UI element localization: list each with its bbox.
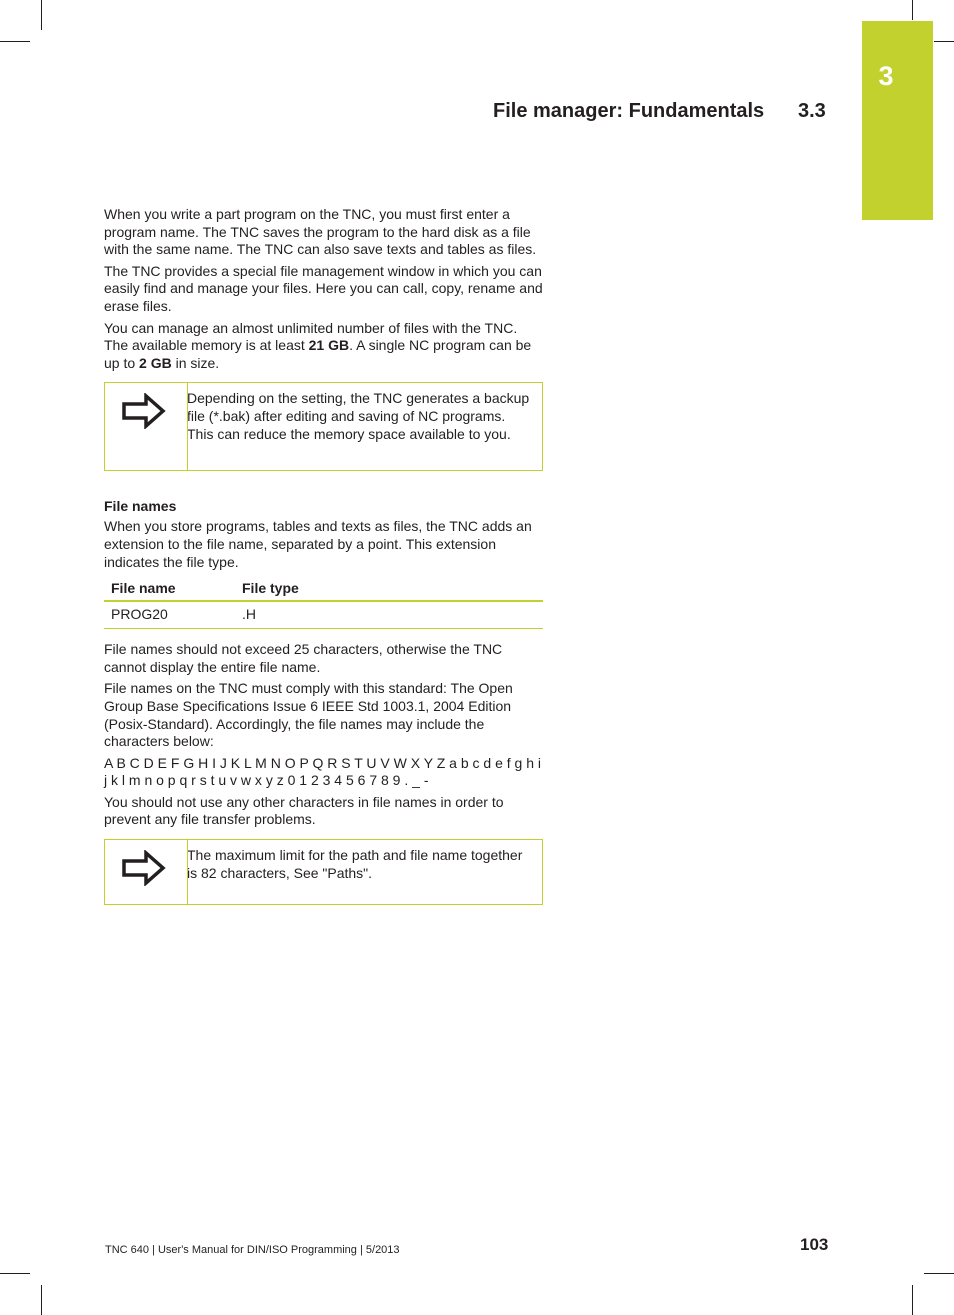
text-run: You can manage an almost unlimited number of files with the TNC. The available memory is at least (104, 319, 518, 354)
header-section: 3.3 (798, 100, 826, 122)
page-number: 103 (800, 1235, 829, 1254)
section-heading: File names (104, 498, 177, 515)
crop-mark (0, 41, 30, 42)
crop-mark (912, 1285, 913, 1315)
header-title: File manager: Fundamentals (493, 100, 765, 122)
note-text: Depending on the setting, the TNC generates a backup file (*.bak) after editing and saving of NC programs. This can reduce the memory space available to you. (187, 390, 530, 442)
file-names-paragraph-5: You should not use any other characters in file names in order to prevent any file transfer problems. (104, 793, 504, 828)
note-icon-cell (105, 840, 188, 904)
file-names-paragraph-2: File names should not exceed 25 characters, otherwise the TNC cannot display the entire file name. (104, 641, 503, 675)
intro-paragraph-1: When you write a part program on the TNC, you must first enter a program name. The TNC saves the program to the hard disk as a file with the same name. The TNC can also save texts and tables as files. (104, 206, 537, 258)
column-header: File name (104, 575, 235, 601)
intro-paragraph-2: The TNC provides a special file management window in which you can easily find and manage your files. Here you can call, copy, rename and erase files. (104, 262, 543, 314)
crop-mark (912, 0, 913, 20)
chapter-number: 3 (878, 61, 894, 91)
column-header: File type (235, 575, 543, 601)
page-header (493, 96, 833, 126)
file-names-paragraph-3: File names on the TNC must comply with this standard: The Open Group Base Specifications Issue 6 IEEE Std 1003.1, 2004 Edition (Posix-Standard). Accordingly, the file names may include the characters below: (104, 680, 513, 750)
allowed-characters: A B C D E F G H I J K L M N O P Q R S T U V W X Y Z a b c d e f g h i j k l m n o p q r s t u v w x y z 0 1 2 3 4 5 6 7 8 9 . _ - (104, 754, 541, 789)
footer-text: TNC 640 | User's Manual for DIN/ISO Programming | 5/2013 (105, 1244, 400, 1256)
table-cell: PROG20 (104, 601, 235, 629)
arrow-right-icon (122, 850, 166, 886)
crop-mark (41, 1285, 42, 1315)
note-box (104, 382, 543, 471)
crop-mark (0, 1273, 30, 1274)
memory-size: 21 GB (308, 337, 350, 354)
file-type-table (104, 575, 543, 629)
table-row (104, 601, 543, 629)
note-box (104, 839, 543, 905)
program-size: 2 GB (139, 354, 172, 371)
chapter-tab (862, 21, 933, 220)
table-header-row (104, 575, 543, 601)
intro-paragraph-3 (104, 320, 544, 373)
crop-mark (934, 41, 954, 42)
text-run: in size. (171, 354, 220, 371)
crop-mark (924, 1273, 954, 1274)
table-cell: .H (235, 601, 543, 629)
text-run: . A single NC program can be up to (104, 337, 532, 371)
arrow-right-icon (122, 393, 166, 429)
note-icon-cell (105, 383, 188, 470)
note-text: The maximum limit for the path and file name together is 82 characters, See "Paths". (187, 847, 523, 881)
crop-mark (41, 0, 42, 30)
main-content (104, 206, 544, 905)
file-names-paragraph-1: When you store programs, tables and texts as files, the TNC adds an extension to the file name, separated by a point. This extension indicates the file type. (104, 518, 532, 570)
